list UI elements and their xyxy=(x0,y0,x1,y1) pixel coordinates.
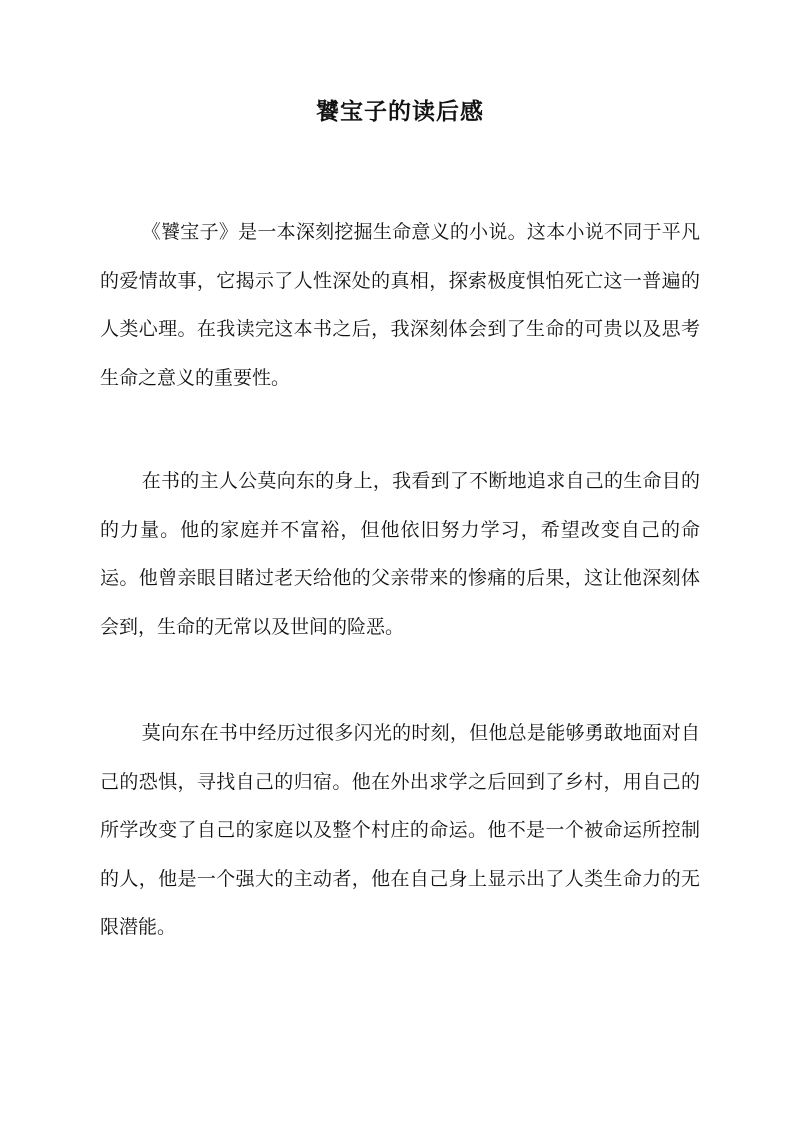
paragraph-intro: 《饕宝子》是一本深刻挖掘生命意义的小说。这本小说不同于平凡的爱情故事，它揭示了人性深处的真相，探索极度惧怕死亡这一普遍的人类心理。在我读完这本书之后，我深刻体会到了生命的可贵以及思考生命之意义的重要性。 xyxy=(100,221,700,389)
document-title: 饕宝子的读后感 xyxy=(316,98,484,125)
paragraph-courage: 莫向东在书中经历过很多闪光的时刻，但他总是能够勇敢地面对自己的恐惧，寻找自己的归宿。他在外出求学之后回到了乡村，用自己的所学改变了自己的家庭以及整个村庄的命运。他不是一个被命运所控制的人，他是一个强大的主动者，他在自己身上显示出了人类生命力的无限潜能。 xyxy=(100,722,700,938)
paragraph-protagonist: 在书的主人公莫向东的身上，我看到了不断地追求自己的生命目的的力量。他的家庭并不富裕，但他依旧努力学习，希望改变自己的命运。他曾亲眼目睹过老天给他的父亲带来的惨痛的后果，这让他深刻体会到，生命的无常以及世间的险恶。 xyxy=(100,470,700,638)
